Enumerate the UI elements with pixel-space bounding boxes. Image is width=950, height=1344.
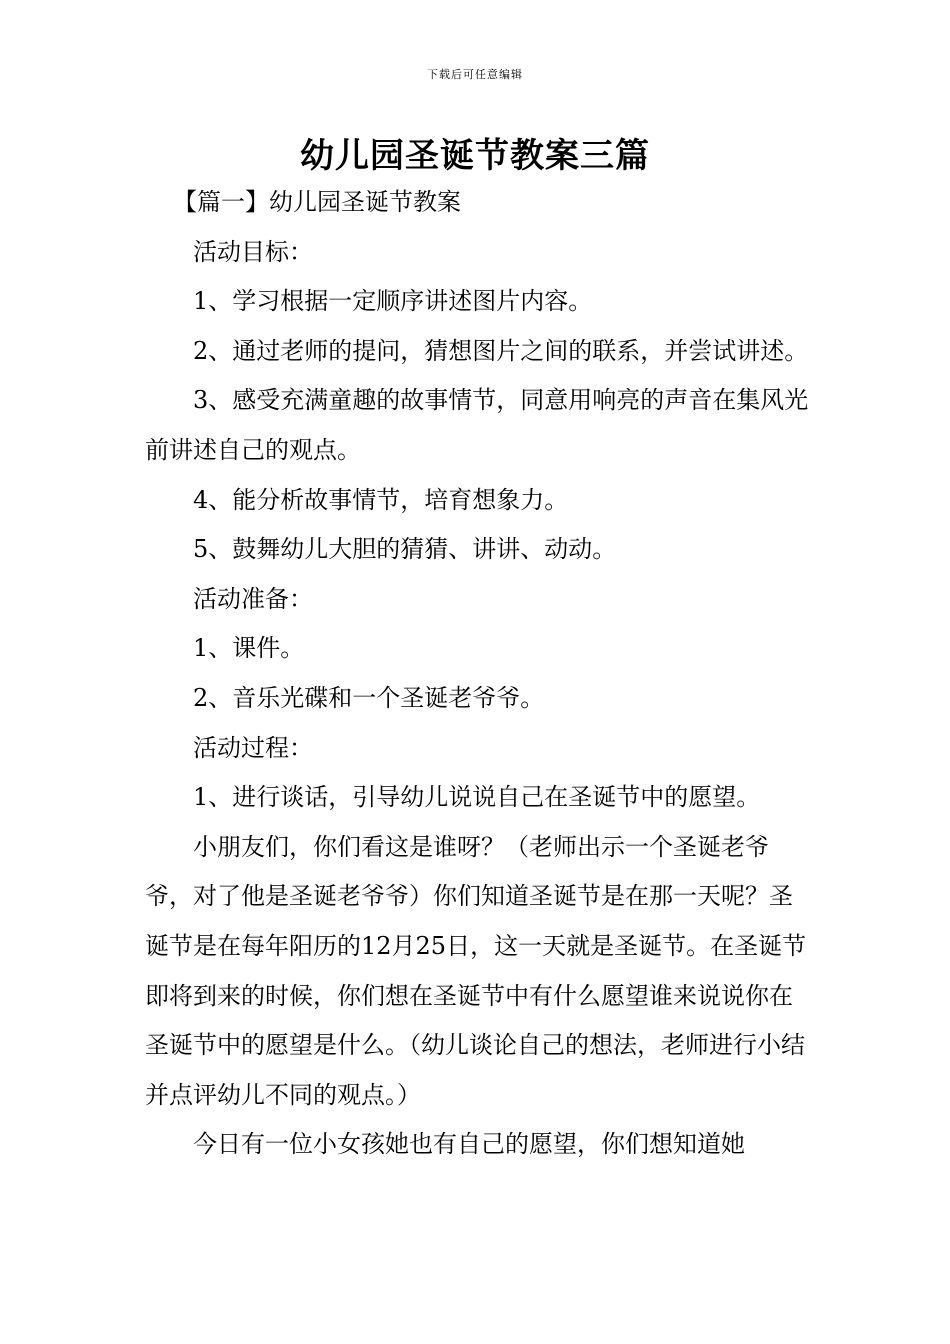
paragraph: 4、能分析故事情节，培育想象力。 [193,485,569,514]
header-note: 下载后可任意编辑 [427,68,523,81]
paragraph: 活动过程： [193,733,313,762]
paragraph: 2、音乐光碟和一个圣诞老爷爷。 [193,683,545,712]
section-heading: 【篇一】幼儿园圣诞节教案 [173,188,461,216]
paragraph: 1、进行谈话，引导幼儿说说自己在圣诞节中的愿望。 [193,783,761,812]
paragraph: 5、鼓舞幼儿大胆的猜猜、讲讲、动动。 [193,535,617,564]
paragraph: 1、课件。 [193,634,305,663]
paragraph: 小朋友们，你们看这是谁呀？（老师出示一个圣诞老爷爷，对了他是圣诞老爷爷）你们知道圣诞节是在那一天呢？圣诞节是在每年阳历的12月25日，这一天就是圣诞节。在圣诞节即将到来的时候，你们想在圣诞节中有什么愿望谁来说说你在圣诞节中的愿望是什么。（幼儿谈论自己的想法，老师进行小结并点评幼儿不同的观点。） [145,832,807,1109]
paragraph: 活动准备： [193,584,313,613]
paragraph: 2、通过老师的提问，猜想图片之间的联系，并尝试讲述。 [193,336,809,365]
paragraph: 3、感受充满童趣的故事情节，同意用响亮的声音在集风光前讲述自己的观点。 [145,386,809,464]
document-title: 幼儿园圣诞节教案三篇 [300,136,650,176]
paragraph: 1、学习根据一定顺序讲述图片内容。 [193,287,593,316]
document-body [145,178,810,1170]
paragraph: 今日有一位小女孩她也有自己的愿望，你们想知道她 [193,1130,745,1159]
paragraph: 活动目标： [193,237,313,266]
